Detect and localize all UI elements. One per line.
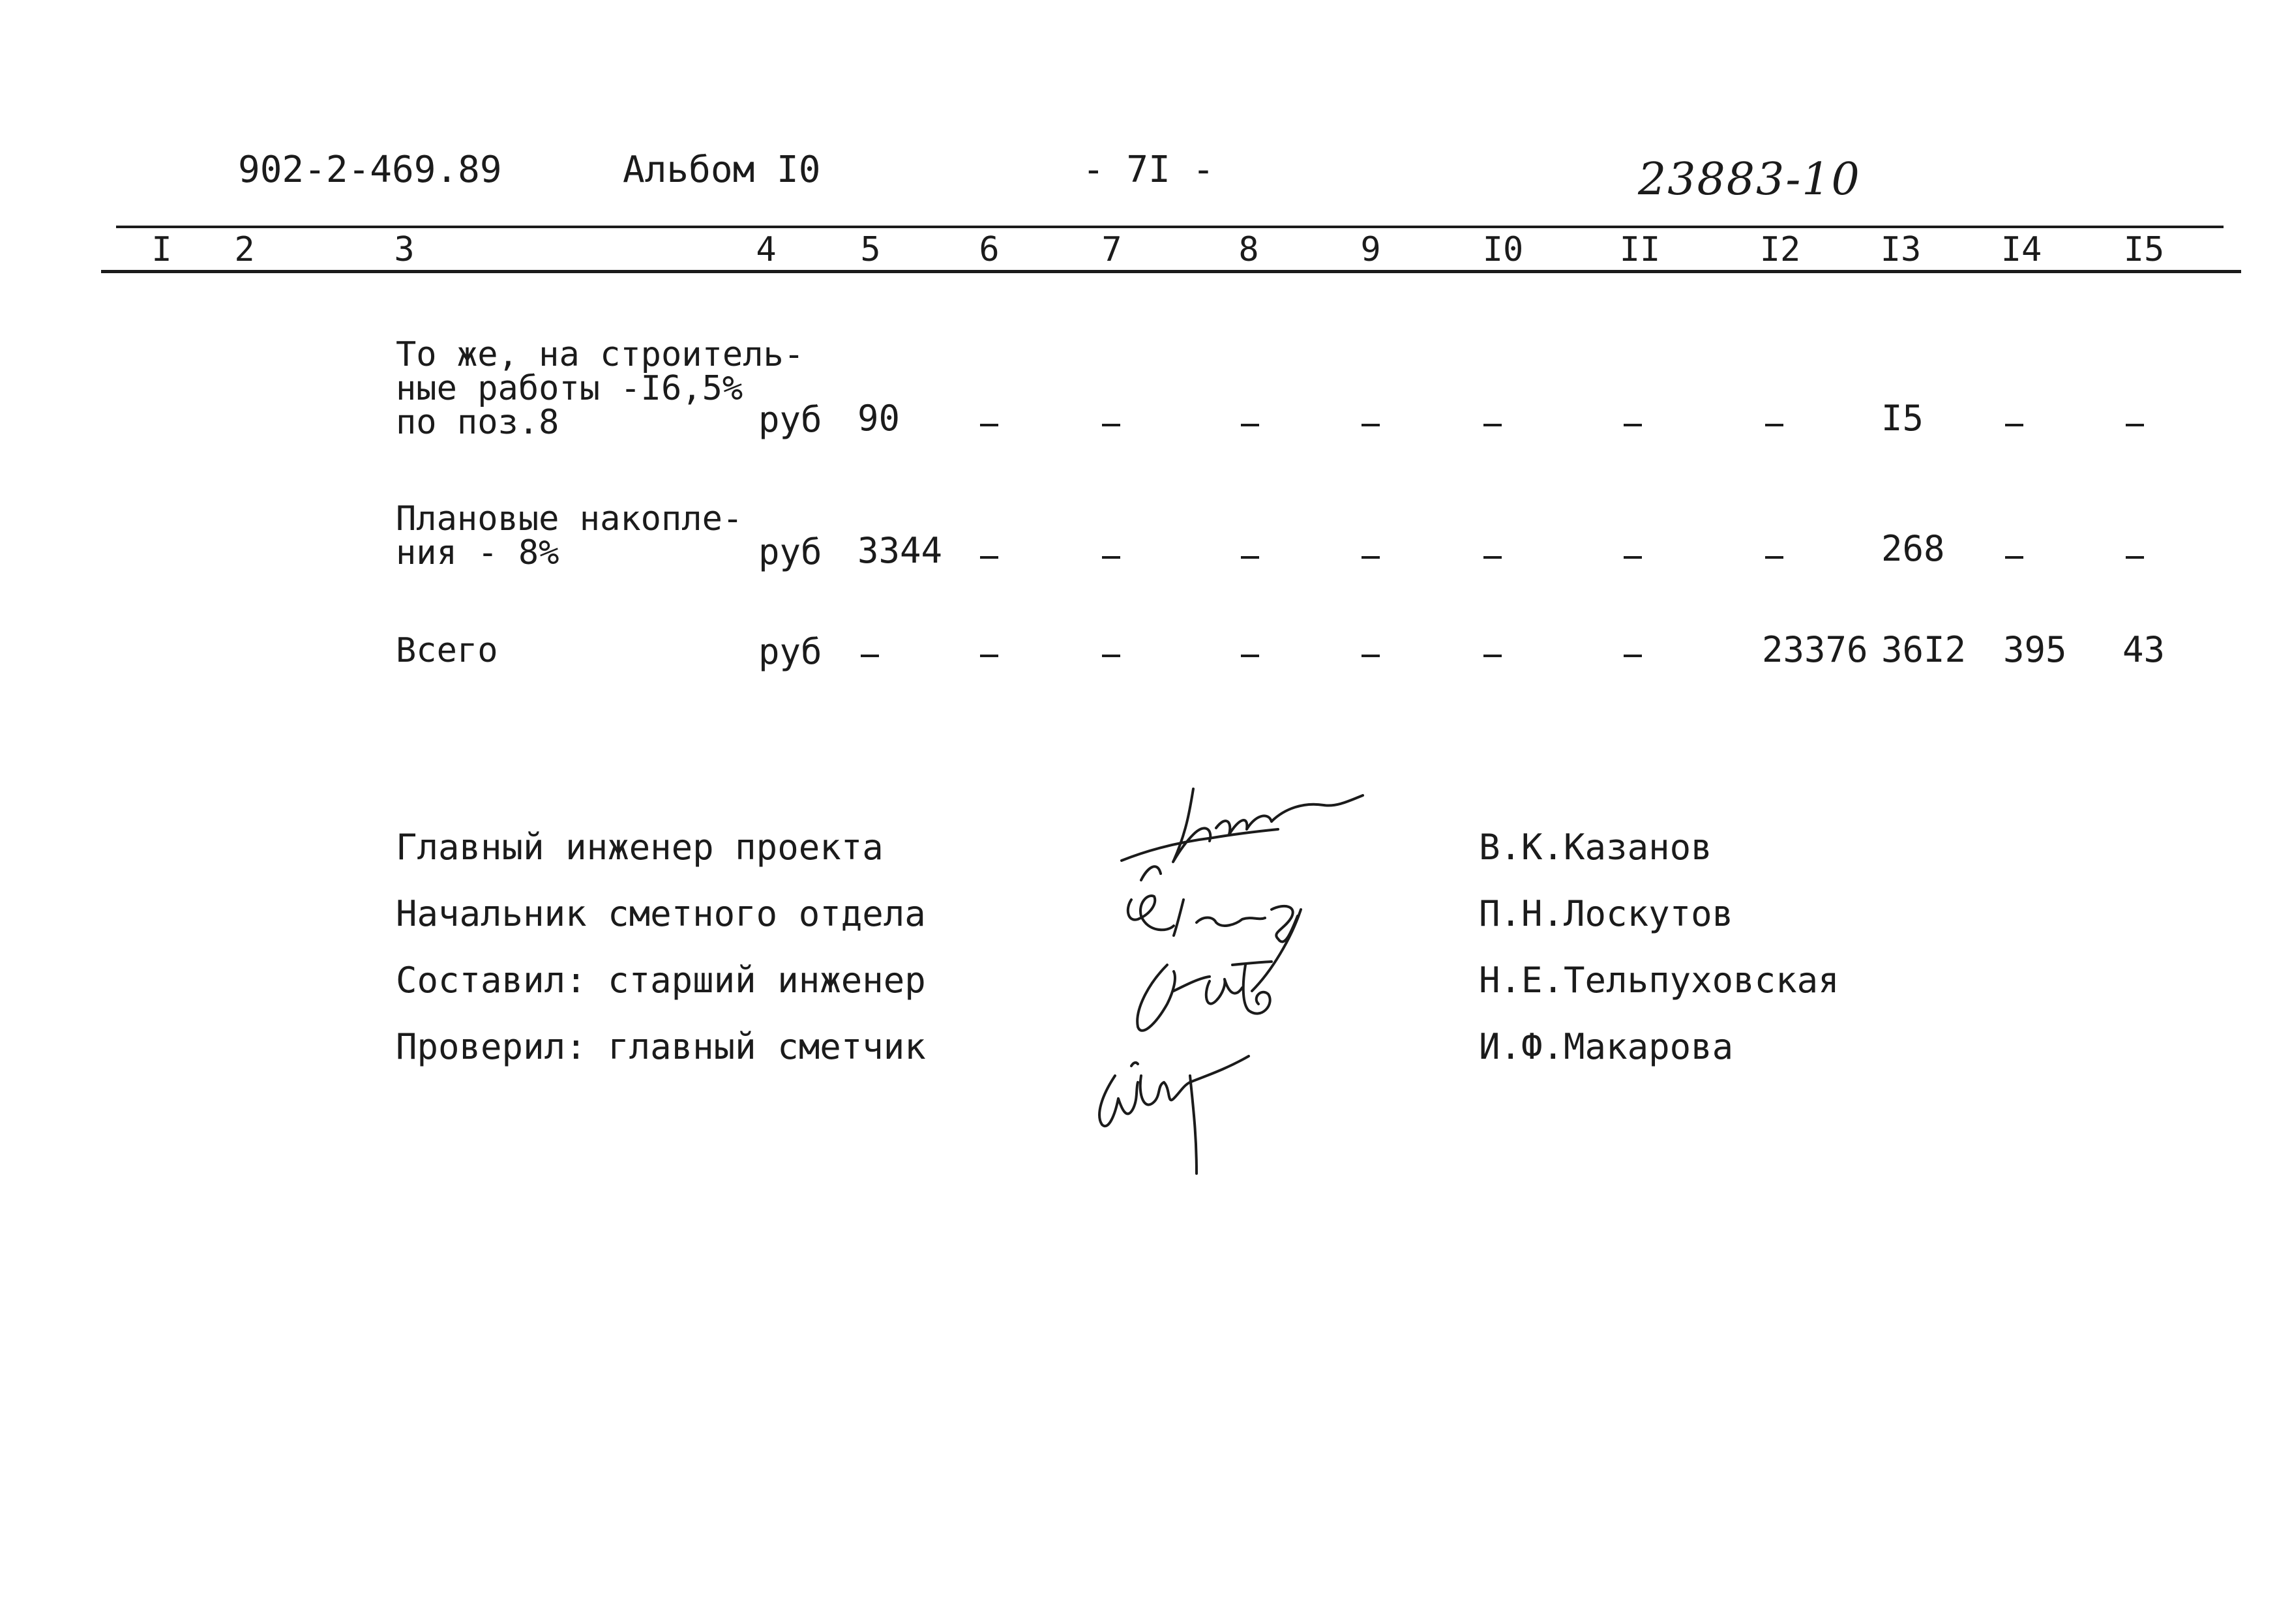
handwritten-signatures — [1076, 769, 1441, 1193]
row-unit: руб — [758, 399, 822, 440]
signatory-name: П.Н.Лоскутов — [1479, 893, 1734, 934]
empty-cell-dash — [1241, 424, 1259, 426]
column-number: I4 — [2001, 230, 2042, 269]
row-description-line: То же, на строитель- — [396, 335, 805, 374]
empty-cell-dash — [980, 424, 998, 426]
row-description-line: по поз.8 — [396, 403, 559, 442]
empty-cell-dash — [1483, 655, 1502, 657]
column-number: 3 — [394, 230, 415, 269]
column-number: 4 — [756, 230, 777, 269]
column-number: I — [151, 230, 172, 269]
empty-cell-dash — [2126, 556, 2144, 559]
empty-cell-dash — [2005, 424, 2023, 426]
signature-role: Начальник сметного отдела — [396, 893, 926, 934]
signatory-name: В.К.Казанов — [1479, 827, 1712, 868]
row-description-line: Плановые накопле- — [396, 499, 743, 539]
signatory-name: И.Ф.Макарова — [1479, 1026, 1734, 1067]
empty-cell-dash — [1102, 424, 1120, 426]
column-number: 5 — [860, 230, 881, 269]
empty-cell-dash — [1241, 655, 1259, 657]
column-number: 6 — [979, 230, 1000, 269]
row-description — [396, 631, 498, 670]
empty-cell-dash — [1765, 556, 1783, 559]
column-number: II — [1619, 230, 1661, 269]
archive-stamp-number: 23883-10 — [1638, 154, 1861, 205]
empty-cell-dash — [1624, 655, 1642, 657]
signature-1-scribble — [1122, 789, 1363, 880]
col13-value: 36I2 — [1881, 629, 1967, 670]
signature-role: Проверил: главный сметчик — [396, 1026, 926, 1067]
empty-cell-dash — [1241, 556, 1259, 559]
header-top-rule — [116, 226, 2224, 228]
col13-value: 268 — [1881, 528, 1945, 569]
column-number: 7 — [1101, 230, 1122, 269]
empty-cell-dash — [1483, 556, 1502, 559]
row-unit: руб — [758, 631, 822, 672]
empty-cell-dash — [861, 655, 879, 657]
empty-cell-dash — [980, 556, 998, 559]
row-description — [396, 499, 743, 572]
document-code: 902-2-469.89 — [238, 149, 502, 191]
empty-cell-dash — [1624, 424, 1642, 426]
col13-value: I5 — [1881, 398, 1924, 439]
empty-cell-dash — [1362, 655, 1380, 657]
page-number: - 7I - — [1082, 149, 1215, 191]
empty-cell-dash — [1362, 556, 1380, 559]
signature-role: Главный инженер проекта — [396, 827, 884, 868]
col5-value: 90 — [857, 398, 900, 439]
header-bottom-rule — [101, 270, 2241, 273]
empty-cell-dash — [1765, 424, 1783, 426]
column-number: 9 — [1360, 230, 1381, 269]
col12-value: 23376 — [1762, 629, 1868, 670]
empty-cell-dash — [2126, 424, 2144, 426]
column-number: I0 — [1482, 230, 1524, 269]
signature-4-scribble — [1099, 1056, 1249, 1174]
signatory-name: Н.Е.Тельпуховская — [1479, 960, 1839, 1001]
row-description — [396, 335, 805, 442]
album-label: Альбом I0 — [623, 149, 821, 191]
column-number: 2 — [234, 230, 255, 269]
empty-cell-dash — [980, 655, 998, 657]
row-description-line: Всего — [396, 631, 498, 670]
column-number: I3 — [1880, 230, 1922, 269]
row-unit: руб — [758, 531, 822, 572]
signature-role: Составил: старший инженер — [396, 960, 926, 1001]
empty-cell-dash — [1624, 556, 1642, 559]
row-description-line: ные работы -I6,5% — [396, 369, 743, 408]
signature-2-scribble — [1128, 896, 1301, 991]
col5-value: 3344 — [857, 530, 943, 571]
signature-3-scribble — [1137, 962, 1272, 1031]
column-number: I2 — [1759, 230, 1801, 269]
column-number: 8 — [1238, 230, 1259, 269]
col14-value: 395 — [2003, 629, 2067, 670]
empty-cell-dash — [1362, 424, 1380, 426]
column-number: I5 — [2123, 230, 2165, 269]
empty-cell-dash — [1102, 556, 1120, 559]
row-description-line: ния - 8% — [396, 533, 559, 572]
empty-cell-dash — [1483, 424, 1502, 426]
empty-cell-dash — [2005, 556, 2023, 559]
empty-cell-dash — [1102, 655, 1120, 657]
col15-value: 43 — [2122, 629, 2165, 670]
